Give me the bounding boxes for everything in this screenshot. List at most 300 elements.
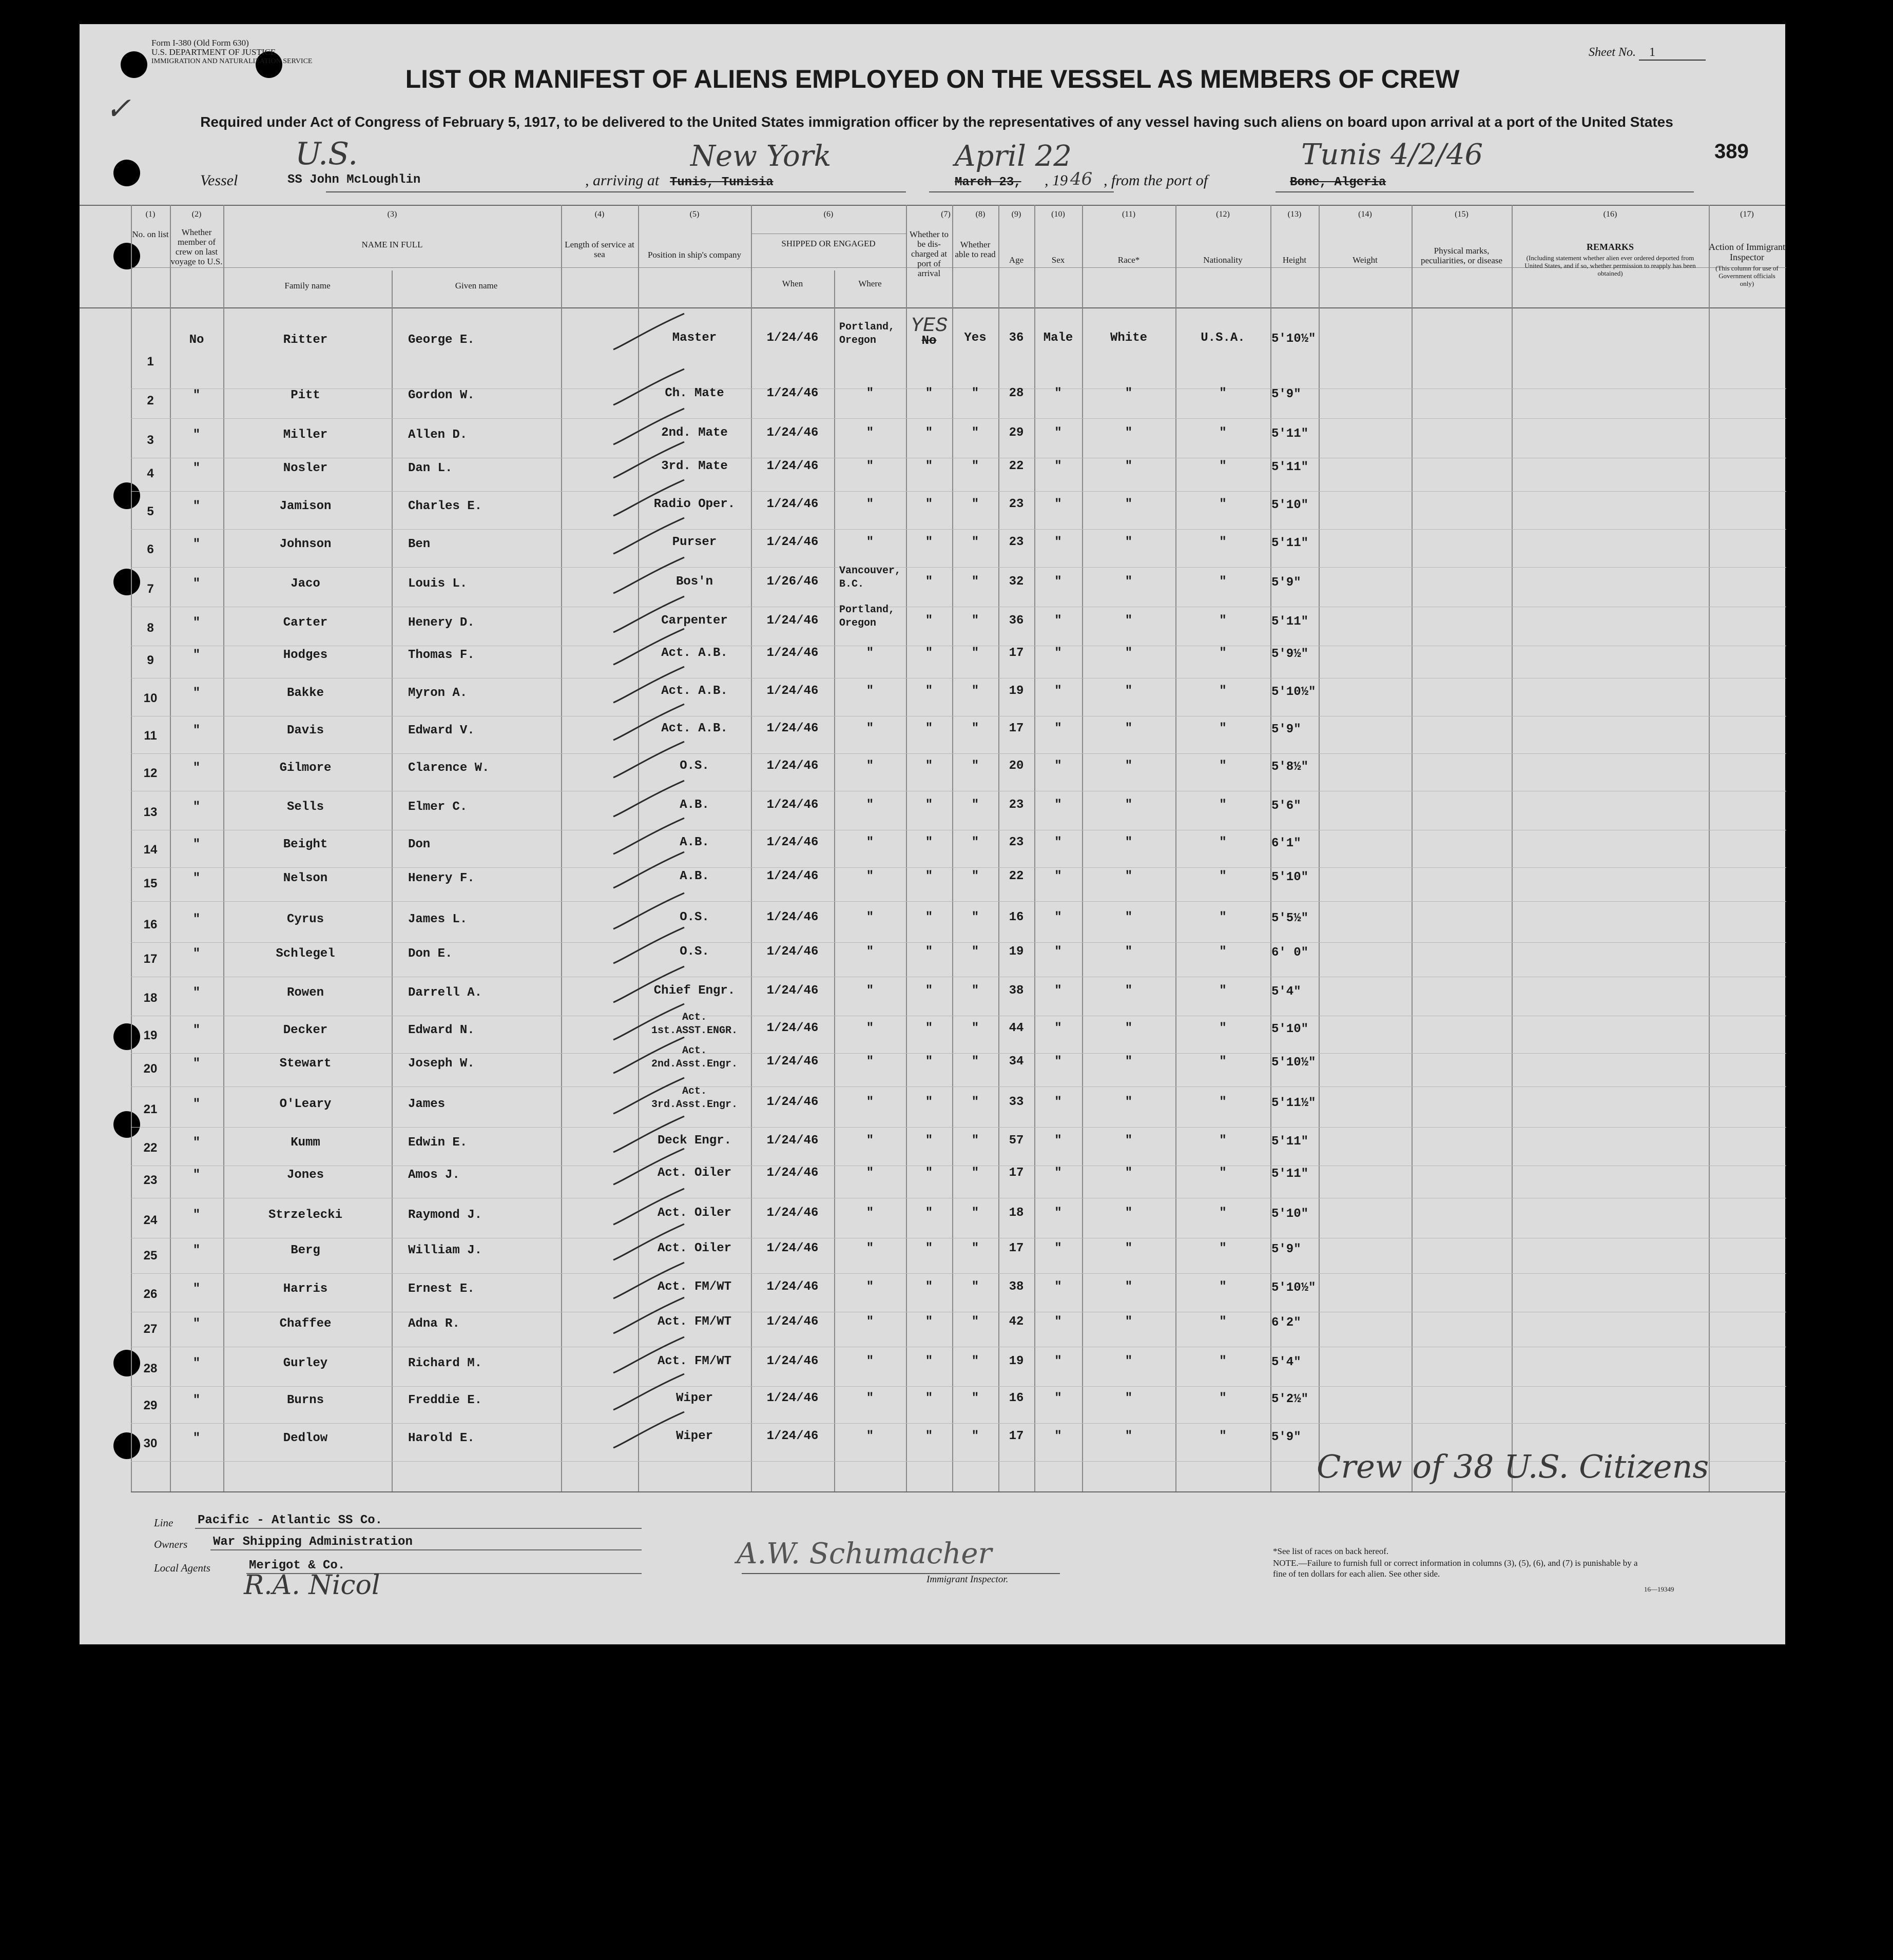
- prev-voyage: ": [192, 986, 201, 1000]
- able-to-read: ": [971, 497, 979, 511]
- race: ": [1125, 1354, 1133, 1368]
- shipped-when: 1/24/46: [766, 984, 819, 998]
- discharge: ": [925, 1166, 933, 1180]
- from-port-handwritten: Tunis 4/2/46: [1301, 138, 1483, 171]
- shipped-where: ": [866, 722, 874, 735]
- given-name: Harold E.: [408, 1431, 475, 1445]
- col-sex-header: Sex: [1051, 255, 1065, 265]
- service-tick-mark: [613, 1078, 684, 1114]
- prev-voyage: ": [192, 1023, 201, 1037]
- given-name: Clarence W.: [408, 761, 490, 775]
- service-tick-mark: [613, 596, 684, 632]
- discharge: ": [925, 1354, 933, 1368]
- nationality: ": [1219, 535, 1227, 549]
- family-name: Schlegel: [276, 947, 335, 961]
- prev-voyage: ": [192, 577, 201, 591]
- shipped-where: ": [866, 497, 874, 511]
- able-to-read: ": [971, 1021, 979, 1035]
- age: 23: [1009, 836, 1024, 849]
- height: 5'10½": [1271, 685, 1316, 699]
- row-number: 14: [143, 843, 158, 857]
- position: Act. A.B.: [661, 722, 728, 735]
- position: Master: [672, 331, 717, 345]
- row-number: 23: [143, 1173, 158, 1187]
- arriving-label: , arriving at: [585, 172, 660, 189]
- col-age-header: Age: [1009, 255, 1024, 265]
- col-race-header: Race*: [1117, 255, 1140, 265]
- sex: ": [1054, 945, 1062, 959]
- row-number: 17: [143, 952, 158, 966]
- vessel-label: Vessel: [200, 172, 238, 189]
- row-number: 24: [143, 1213, 158, 1227]
- agent-signature: R.A. Nicol: [244, 1570, 380, 1601]
- age: 19: [1009, 684, 1024, 698]
- col-where-header: Where: [858, 279, 882, 288]
- column-number: (4): [594, 210, 605, 219]
- sex: ": [1054, 1315, 1062, 1329]
- sex: ": [1054, 1055, 1062, 1069]
- race: ": [1125, 614, 1133, 628]
- height: 5'11": [1271, 1135, 1309, 1149]
- height: 5'11": [1271, 460, 1309, 474]
- column-number: (2): [191, 210, 202, 219]
- height: 5'11": [1271, 1167, 1309, 1181]
- sex: ": [1054, 426, 1062, 440]
- service-tick-mark: [613, 1337, 684, 1373]
- nationality: ": [1219, 869, 1227, 883]
- row-number: 12: [143, 766, 158, 780]
- nationality: ": [1219, 459, 1227, 473]
- able-to-read: ": [971, 1315, 979, 1329]
- sex: ": [1054, 1280, 1062, 1294]
- sex: ": [1054, 614, 1062, 628]
- shipped-when: 1/24/46: [766, 331, 819, 345]
- given-name: Amos J.: [408, 1168, 460, 1182]
- given-name: Darrell A.: [408, 986, 482, 1000]
- col-when-header: When: [782, 279, 803, 288]
- position: Ch. Mate: [665, 386, 724, 400]
- given-name: George E.: [408, 333, 475, 347]
- shipped-where: ": [866, 426, 874, 440]
- position: 2nd. Mate: [661, 426, 728, 440]
- given-name: Ben: [408, 537, 431, 551]
- race: ": [1125, 836, 1133, 849]
- age: 17: [1009, 1429, 1024, 1443]
- sex: ": [1054, 798, 1062, 812]
- family-name: Jaco: [291, 577, 320, 591]
- shipped-where: ": [866, 1241, 874, 1255]
- arrival-date-struck: March 23,: [955, 176, 1021, 189]
- vessel-name: SS John McLoughlin: [287, 173, 421, 187]
- prev-voyage: ": [192, 1282, 201, 1296]
- given-name: Dan L.: [408, 461, 453, 475]
- age: 33: [1009, 1095, 1024, 1109]
- shipped-when: 1/24/46: [766, 497, 819, 511]
- stamp-number: 389: [1714, 140, 1749, 163]
- race: ": [1125, 1429, 1133, 1443]
- height: 5'11": [1271, 615, 1309, 629]
- prev-voyage: ": [192, 838, 201, 851]
- owners-value: War Shipping Administration: [213, 1535, 413, 1549]
- shipped-when: 1/24/46: [766, 426, 819, 440]
- position: Act. FM/WT: [657, 1354, 732, 1368]
- race: ": [1125, 426, 1133, 440]
- nationality: ": [1219, 984, 1227, 998]
- prev-voyage: ": [192, 947, 201, 961]
- family-name: Burns: [286, 1393, 324, 1407]
- line-value: Pacific - Atlantic SS Co.: [198, 1513, 383, 1527]
- col-read-header: Whether able to read: [955, 240, 996, 259]
- given-name: Louis L.: [408, 577, 468, 591]
- position: O.S.: [680, 910, 709, 924]
- prev-voyage: ": [192, 428, 201, 442]
- service-tick-mark: [613, 1263, 684, 1298]
- vessel-handwritten: U.S.: [295, 136, 358, 172]
- service-tick-mark: [613, 742, 684, 778]
- arrival-year: 46: [1070, 169, 1093, 189]
- col-height-header: Height: [1282, 255, 1307, 265]
- race: ": [1125, 1315, 1133, 1329]
- row-number: 22: [143, 1141, 158, 1155]
- given-name: Thomas F.: [408, 648, 475, 662]
- inspector-signature: A.W. Schumacher: [737, 1537, 992, 1570]
- prev-voyage: ": [192, 537, 201, 551]
- family-name: Beight: [283, 838, 328, 851]
- age: 17: [1009, 646, 1024, 660]
- nationality: ": [1219, 1429, 1227, 1443]
- age: 22: [1009, 869, 1024, 883]
- sex: ": [1054, 1206, 1062, 1220]
- col-weight-header: Weight: [1353, 255, 1378, 265]
- family-name: Gilmore: [279, 761, 332, 775]
- race: ": [1125, 1055, 1133, 1069]
- service-tick-mark: [613, 409, 684, 444]
- able-to-read: ": [971, 614, 979, 628]
- shipped-where: ": [866, 1134, 874, 1148]
- from-port-label: , from the port of: [1104, 172, 1208, 189]
- family-name: Rowen: [286, 986, 324, 1000]
- given-name: James: [408, 1097, 446, 1111]
- discharge: ": [925, 426, 933, 440]
- family-name: Nosler: [283, 461, 328, 475]
- prev-voyage: ": [192, 1168, 201, 1182]
- shipped-where: ": [866, 386, 874, 400]
- age: 23: [1009, 798, 1024, 812]
- col-action-header: Action of Immigrant Inspector: [1709, 242, 1785, 262]
- row-number: 13: [143, 805, 158, 819]
- agents-label: Local Agents: [154, 1562, 210, 1574]
- given-name: Myron A.: [408, 686, 468, 700]
- height: 5'11": [1271, 536, 1309, 550]
- discharge-struck: No: [921, 334, 937, 348]
- discharge: ": [925, 1055, 933, 1069]
- able-to-read: ": [971, 646, 979, 660]
- race: ": [1125, 945, 1133, 959]
- col-family-name-header: Family name: [284, 281, 331, 290]
- position: Act. Oiler: [657, 1206, 732, 1220]
- race: ": [1125, 1391, 1133, 1405]
- service-tick-mark: [613, 667, 684, 703]
- row-number: 26: [143, 1287, 158, 1301]
- prev-voyage: ": [192, 461, 201, 475]
- col-nationality-header: Nationality: [1203, 255, 1243, 265]
- sex: ": [1054, 1134, 1062, 1148]
- col-shipped-header: SHIPPED OR ENGAGED: [781, 239, 876, 248]
- height: 5'10½": [1271, 1056, 1316, 1070]
- sex: ": [1054, 1241, 1062, 1255]
- row-number: 21: [143, 1102, 158, 1116]
- discharge: ": [925, 614, 933, 628]
- discharge: ": [925, 1429, 933, 1443]
- shipped-when: 1/24/46: [766, 1391, 819, 1405]
- shipped-where: ": [866, 759, 874, 773]
- age: 22: [1009, 459, 1024, 473]
- able-to-read: ": [971, 1095, 979, 1109]
- service-tick-mark: [613, 893, 684, 929]
- able-to-read: ": [971, 1391, 979, 1405]
- family-name: Cyrus: [286, 913, 324, 926]
- service-name: IMMIGRATION AND NATURALIZATION SERVICE: [151, 57, 313, 65]
- check-mark: ✓: [105, 91, 131, 127]
- service-tick-mark: [613, 704, 684, 740]
- given-name: William J.: [408, 1244, 482, 1257]
- shipped-where: ": [866, 1391, 874, 1405]
- height: 5'9": [1271, 576, 1301, 590]
- family-name: Hodges: [283, 648, 328, 662]
- nationality: ": [1219, 646, 1227, 660]
- family-name: Berg: [291, 1244, 320, 1257]
- row-number: 10: [143, 691, 158, 705]
- age: 38: [1009, 1280, 1024, 1294]
- height: 6' 0": [1271, 946, 1309, 960]
- given-name: Freddie E.: [408, 1393, 482, 1407]
- arrival-port-struck: Tunis, Tunisia: [670, 176, 774, 189]
- service-tick-mark: [613, 557, 684, 593]
- column-number: (10): [1051, 210, 1065, 219]
- race: ": [1125, 759, 1133, 773]
- shipped-when: 1/24/46: [766, 798, 819, 812]
- nationality: ": [1219, 1095, 1227, 1109]
- sex: ": [1054, 684, 1062, 698]
- age: 36: [1009, 331, 1024, 345]
- age: 34: [1009, 1055, 1024, 1069]
- sex: ": [1054, 646, 1062, 660]
- column-number: (16): [1603, 210, 1617, 219]
- prev-voyage: ": [192, 1097, 201, 1111]
- shipped-when: 1/24/46: [766, 1280, 819, 1294]
- shipped-when: 1/24/46: [766, 459, 819, 473]
- age: 28: [1009, 386, 1024, 400]
- row-number: 9: [147, 653, 154, 667]
- row-number: 30: [143, 1437, 158, 1450]
- family-name: Stewart: [279, 1057, 332, 1071]
- department-name: U.S. DEPARTMENT OF JUSTICE: [151, 47, 276, 57]
- prev-voyage: ": [192, 389, 201, 402]
- family-name: Davis: [286, 724, 324, 738]
- able-to-read: ": [971, 759, 979, 773]
- able-to-read: ": [971, 1055, 979, 1069]
- column-number: (15): [1455, 210, 1469, 219]
- shipped-where: ": [866, 1055, 874, 1069]
- given-name: Richard M.: [408, 1356, 482, 1370]
- race: ": [1125, 535, 1133, 549]
- service-tick-mark: [613, 1374, 684, 1410]
- column-number: (6): [823, 210, 834, 219]
- family-name: Pitt: [291, 389, 320, 402]
- given-name: Allen D.: [408, 428, 468, 442]
- sheet-label: Sheet No.: [1589, 46, 1636, 59]
- shipped-when: 1/24/46: [766, 759, 819, 773]
- shipped-when: 1/24/46: [766, 1134, 819, 1148]
- service-tick-mark: [613, 1224, 684, 1260]
- position: Wiper: [675, 1429, 713, 1443]
- position: 3rd. Mate: [661, 459, 728, 473]
- row-number: 15: [143, 877, 158, 890]
- nationality: ": [1219, 1241, 1227, 1255]
- able-to-read: ": [971, 1134, 979, 1148]
- nationality: ": [1219, 1021, 1227, 1035]
- row-number: 6: [147, 542, 154, 556]
- height: 5'10½": [1271, 332, 1316, 346]
- nationality: ": [1219, 759, 1227, 773]
- able-to-read: ": [971, 535, 979, 549]
- service-tick-mark: [613, 1189, 684, 1225]
- height: 6'2": [1271, 1316, 1301, 1330]
- service-tick-mark: [613, 966, 684, 1002]
- nationality: ": [1219, 1166, 1227, 1180]
- age: 16: [1009, 1391, 1024, 1405]
- column-number: (14): [1358, 210, 1372, 219]
- height: 5'2½": [1271, 1392, 1309, 1406]
- age: 19: [1009, 1354, 1024, 1368]
- sex: ": [1054, 1429, 1062, 1443]
- shipped-when: 1/24/46: [766, 1206, 819, 1220]
- age: 32: [1009, 575, 1024, 589]
- service-tick-mark: [613, 369, 684, 405]
- race: ": [1125, 722, 1133, 735]
- prev-voyage: ": [192, 913, 201, 926]
- age: 44: [1009, 1021, 1024, 1035]
- shipped-when: 1/24/46: [766, 910, 819, 924]
- position: Act. 3rd.Asst.Engr.: [651, 1085, 738, 1111]
- race: ": [1125, 1206, 1133, 1220]
- race: ": [1125, 984, 1133, 998]
- row-number: 8: [147, 621, 154, 635]
- position: Purser: [672, 535, 717, 549]
- age: 36: [1009, 614, 1024, 628]
- nationality: ": [1219, 910, 1227, 924]
- height: 5'9": [1271, 1430, 1301, 1444]
- race: ": [1125, 1095, 1133, 1109]
- discharge: ": [925, 1134, 933, 1148]
- age: 19: [1009, 945, 1024, 959]
- given-name: Edward V.: [408, 724, 475, 738]
- col-remarks-header: REMARKS: [1586, 242, 1634, 252]
- able-to-read: Yes: [964, 331, 987, 345]
- age: 17: [1009, 1241, 1024, 1255]
- able-to-read: ": [971, 386, 979, 400]
- service-tick-mark: [613, 442, 684, 478]
- family-name: Nelson: [283, 871, 328, 885]
- discharge: ": [925, 869, 933, 883]
- age: 17: [1009, 1166, 1024, 1180]
- nationality: ": [1219, 798, 1227, 812]
- shipped-where: ": [866, 535, 874, 549]
- row-number: 19: [143, 1028, 158, 1042]
- family-name: Johnson: [279, 537, 332, 551]
- family-name: Chaffee: [279, 1317, 332, 1331]
- shipped-where: Vancouver, B.C.: [839, 565, 901, 590]
- agents-value: Merigot & Co.: [249, 1559, 345, 1573]
- able-to-read: ": [971, 945, 979, 959]
- row-number: 1: [147, 355, 154, 368]
- family-name: Ritter: [283, 333, 328, 347]
- sex: ": [1054, 910, 1062, 924]
- shipped-when: 1/26/46: [766, 575, 819, 589]
- race: ": [1125, 497, 1133, 511]
- discharge: ": [925, 945, 933, 959]
- family-name: Decker: [283, 1023, 328, 1037]
- nationality: ": [1219, 426, 1227, 440]
- form-subtitle: Required under Act of Congress of February 5, 1917, to be delivered to the United States immigration officer by the representatives of any vessel having such aliens on board upon arrival at a port of the United States: [200, 114, 1673, 130]
- shipped-when: 1/24/46: [766, 836, 819, 849]
- position: O.S.: [680, 945, 709, 959]
- race: ": [1125, 1280, 1133, 1294]
- age: 20: [1009, 759, 1024, 773]
- position: O.S.: [680, 759, 709, 773]
- prev-voyage: ": [192, 1208, 201, 1222]
- height: 5'9": [1271, 1243, 1301, 1256]
- shipped-where: Portland, Oregon: [839, 321, 895, 346]
- arrival-port-handwritten: New York: [690, 140, 832, 173]
- shipped-where: ": [866, 798, 874, 812]
- discharge: ": [925, 1391, 933, 1405]
- shipped-when: 1/24/46: [766, 869, 819, 883]
- able-to-read: ": [971, 684, 979, 698]
- height: 5'10": [1271, 870, 1309, 884]
- family-name: Jones: [286, 1168, 324, 1182]
- shipped-where: Portland, Oregon: [839, 604, 895, 629]
- sex: ": [1054, 575, 1062, 589]
- sex: ": [1054, 459, 1062, 473]
- row-number: 16: [143, 918, 158, 932]
- sex: ": [1054, 1166, 1062, 1180]
- service-tick-mark: [613, 1004, 684, 1040]
- position: A.B.: [680, 798, 709, 812]
- sex: ": [1054, 1391, 1062, 1405]
- owners-label: Owners: [154, 1538, 188, 1550]
- prev-voyage: ": [192, 499, 201, 513]
- prev-voyage: ": [192, 1431, 201, 1445]
- position: A.B.: [680, 869, 709, 883]
- discharge: ": [925, 386, 933, 400]
- able-to-read: ": [971, 722, 979, 735]
- col-given-name-header: Given name: [455, 281, 498, 290]
- race: ": [1125, 1134, 1133, 1148]
- position: Bos'n: [675, 575, 713, 589]
- sex: ": [1054, 1095, 1062, 1109]
- given-name: Raymond J.: [408, 1208, 482, 1222]
- able-to-read: ": [971, 1206, 979, 1220]
- column-number: (7): [941, 210, 951, 219]
- age: 23: [1009, 497, 1024, 511]
- family-name: Sells: [286, 800, 324, 814]
- col-action-note: (This column for use of Government officials only): [1715, 264, 1779, 287]
- prev-voyage: ": [192, 1393, 201, 1407]
- given-name: Henery D.: [408, 616, 475, 630]
- service-tick-mark: [613, 927, 684, 963]
- shipped-when: 1/24/46: [766, 945, 819, 959]
